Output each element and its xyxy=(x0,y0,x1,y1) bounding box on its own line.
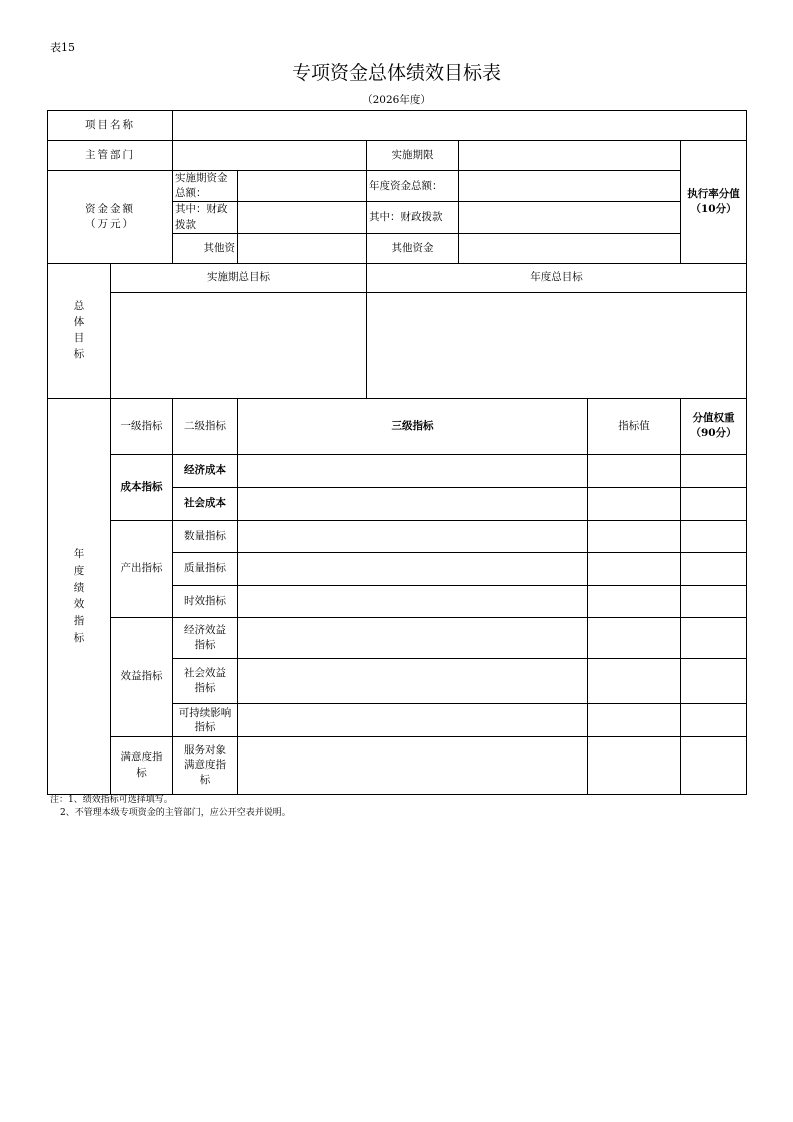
annual-goal-label: 年度总目标 xyxy=(367,263,747,292)
department-label: 主管部门 xyxy=(48,141,173,171)
table-number: 表15 xyxy=(50,41,75,54)
satisfaction-text: 满意度指标 xyxy=(120,750,163,780)
quantity-l3[interactable] xyxy=(238,520,588,552)
total-funds-value[interactable] xyxy=(238,171,367,202)
benefit-indicator: 效益指标 xyxy=(111,617,173,736)
service-satisfaction-l3[interactable] xyxy=(238,736,588,794)
economic-cost: 经济成本 xyxy=(173,454,238,487)
social-benefit-value[interactable] xyxy=(588,658,681,703)
annual-total-value[interactable] xyxy=(459,171,681,202)
quantity-value[interactable] xyxy=(588,520,681,552)
economic-cost-value[interactable] xyxy=(588,454,681,487)
indicator-value-header: 指标值 xyxy=(588,398,681,454)
department-value[interactable] xyxy=(173,141,367,171)
annual-other-label: 其他资金 xyxy=(367,233,459,263)
weight-header-score: （90分） xyxy=(690,427,737,440)
economic-benefit-text: 经济效益指标 xyxy=(184,623,226,651)
timeliness-l3[interactable] xyxy=(238,585,588,617)
note-1: 注：1、绩效指标可选择填写。 xyxy=(50,795,173,805)
quality-l3[interactable] xyxy=(238,552,588,585)
economic-cost-weight[interactable] xyxy=(681,454,747,487)
fiscal-value[interactable] xyxy=(238,202,367,233)
quantity-weight[interactable] xyxy=(681,520,747,552)
sustainability-l3[interactable] xyxy=(238,703,588,736)
timeliness-value[interactable] xyxy=(588,585,681,617)
quantity-indicator: 数量指标 xyxy=(173,520,238,552)
social-cost-weight[interactable] xyxy=(681,487,747,520)
level2-header: 二级指标 xyxy=(173,398,238,454)
level1-header: 一级指标 xyxy=(111,398,173,454)
annual-fiscal-label: 其中：财政拨款 xyxy=(367,202,459,233)
economic-cost-l3[interactable] xyxy=(238,454,588,487)
project-name-value[interactable] xyxy=(173,111,747,141)
execution-rate-score: （10分） xyxy=(690,202,737,215)
other-funds-value[interactable] xyxy=(238,233,367,263)
fiscal-label: 其中：财政拨款 xyxy=(173,202,238,233)
other-funds-label: 其他资 xyxy=(173,233,238,263)
social-benefit xyxy=(173,658,238,703)
page-title: 专项资金总体绩效目标表 xyxy=(291,62,501,84)
funds-label xyxy=(48,171,173,264)
cost-indicator: 成本指标 xyxy=(111,454,173,520)
total-funds-label: 实施期资金总额： xyxy=(173,171,238,202)
annual-total-label: 年度资金总额： xyxy=(367,171,459,202)
fiscal-year: （2026年度） xyxy=(362,94,431,106)
weight-header xyxy=(681,398,747,454)
annual-indicators-label xyxy=(48,398,111,794)
social-benefit-l3[interactable] xyxy=(238,658,588,703)
period-value[interactable] xyxy=(459,141,681,171)
satisfaction-indicator xyxy=(111,736,173,794)
period-goal-label: 实施期总目标 xyxy=(111,263,367,292)
social-benefit-weight[interactable] xyxy=(681,658,747,703)
annual-goal-value[interactable] xyxy=(367,292,747,398)
sustainability-text: 可持续影响指标 xyxy=(178,706,232,733)
social-cost: 社会成本 xyxy=(173,487,238,520)
period-label: 实施期限 xyxy=(367,141,459,171)
funds-unit: （万元） xyxy=(85,217,135,230)
quality-weight[interactable] xyxy=(681,552,747,585)
social-cost-value[interactable] xyxy=(588,487,681,520)
quality-value[interactable] xyxy=(588,552,681,585)
quality-indicator: 质量指标 xyxy=(173,552,238,585)
note-2: 2、不管理本级专项资金的主管部门，应公开空表并说明。 xyxy=(60,808,291,818)
annual-indicators-text: 年度绩效指标 xyxy=(73,547,85,644)
economic-benefit-value[interactable] xyxy=(588,617,681,658)
sustainability-value[interactable] xyxy=(588,703,681,736)
service-satisfaction-value[interactable] xyxy=(588,736,681,794)
project-name-label: 项目名称 xyxy=(48,111,173,141)
economic-benefit xyxy=(173,617,238,658)
timeliness-weight[interactable] xyxy=(681,585,747,617)
annual-fiscal-value[interactable] xyxy=(459,202,681,233)
execution-rate-label: 执行率分值 xyxy=(687,187,740,200)
service-satisfaction xyxy=(173,736,238,794)
economic-benefit-weight[interactable] xyxy=(681,617,747,658)
timeliness-indicator: 时效指标 xyxy=(173,585,238,617)
social-benefit-text: 社会效益指标 xyxy=(184,666,226,694)
overall-goal-label xyxy=(48,263,111,398)
execution-rate-score-label xyxy=(681,141,747,264)
sustainability-weight[interactable] xyxy=(681,703,747,736)
funds-text: 资金金额 xyxy=(85,202,135,215)
annual-other-value[interactable] xyxy=(459,233,681,263)
output-indicator: 产出指标 xyxy=(111,520,173,617)
social-cost-l3[interactable] xyxy=(238,487,588,520)
performance-target-table xyxy=(47,110,747,795)
sustainability xyxy=(173,703,238,736)
service-satisfaction-weight[interactable] xyxy=(681,736,747,794)
overall-goal-text: 总体目标 xyxy=(73,300,85,360)
weight-header-text: 分值权重 xyxy=(692,412,735,425)
service-satisfaction-text: 服务对象满意度指标 xyxy=(184,743,226,786)
level3-header: 三级指标 xyxy=(238,398,588,454)
period-goal-value[interactable] xyxy=(111,292,367,398)
economic-benefit-l3[interactable] xyxy=(238,617,588,658)
